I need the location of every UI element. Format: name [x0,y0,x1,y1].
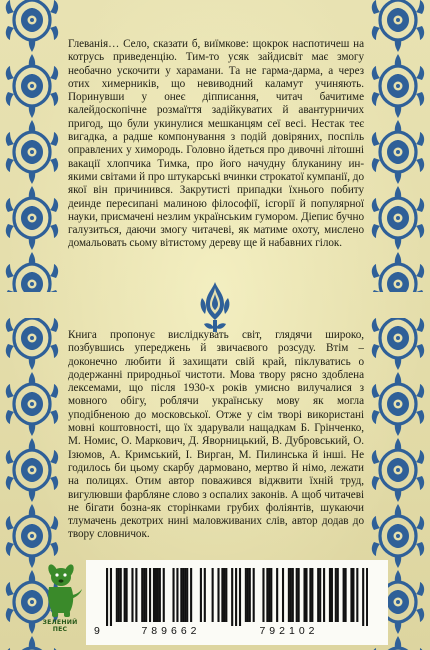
blurb-bottom-text: Книга пропонує вислідкувать світ, глядячи широко, позбувшись упереджень й звичаєвого розсуду. Втім – доконечно любити й захищати свій край, піклуватись о додержанні природньої чистоти. Мова твору рясно здоблена лексемами, що після 1930-х років умисно вилучалися з мовного обігу, роблячи українську мову як могла уподібненою до московської. Отже у сім творі використані мовні коштовності, що їх здарували нащадкам Б. Грінченко, М. Номис, О. Маркович, Д. Яворницький, В. Дубровський, О. Ізюмов, А. Кримський, І. Вирган, М. Пилинська й інші. Не годилось би цьому скарбу дармовано, мертво й німо, лежати на полицях. Отим автор поважився віджвити їхній труд, вигулювши фарбляне слово з оспалих законів. А щоб читачеві не бігати бозна-як сторінками грубих фоліянтів, шукаючи тлумачень декотрих нині маловживаних слів, автор додав до твору словничок. [68,329,364,541]
publisher-logo [35,563,85,643]
publisher-name-line2: ПЕС [52,626,68,633]
right-top-floral-border [370,0,426,292]
barcode-digits [94,625,380,637]
blurb-top-text: Глеванія… Село, сказати б, виїмкове: щокрок наспотичеш на котрусь приведенцію. Тим-то усяк зайдисвіт має змогу необачно ускочити у харамани. Та не гарма-дарма, а через отих химерників, що невиводний каламут учиняють. Поринувши у онеє діпписання, читач бачитиме калейдоскопічне розмаїття задійкуватих й авантурничих пригод, що були укинулися мешканцям сеї весі. Нестак теє вигадка, а радше компонування з подій довіряних, поспіль оправлених у химородь. Головно йдеться про дивочні літошні вакації хлопчика Тимка, про його начудну блуканину ин-якими світами й про штукарські вчинки строкатої кумпанії, до якої він причинився. Закрутисті припадки їхнього побиту деинде пересипані малиною філософії, ісгорії й популярної науки, присмачені незлим українським гумором. Діепис бучно галузиться, даючи змогу читачеві, як матиме охоту, мислено домальовать сьому вітистому дереву ще й набавних гілок. [68,38,364,250]
barcode-group-right: 792102 [259,625,319,637]
barcode-group-left: 789662 [141,625,201,637]
blurb-top [68,38,364,286]
left-top-floral-border [4,0,60,292]
barcode-first-digit: 9 [94,625,100,637]
publisher-name-line1: ЗЕЛЕНИЙ [42,619,78,626]
green-dog-logo-icon [35,563,85,619]
isbn-barcode [86,560,388,645]
barcode-bars [106,568,368,626]
tulip-ornament-icon [196,280,234,334]
blurb-bottom [68,329,364,551]
